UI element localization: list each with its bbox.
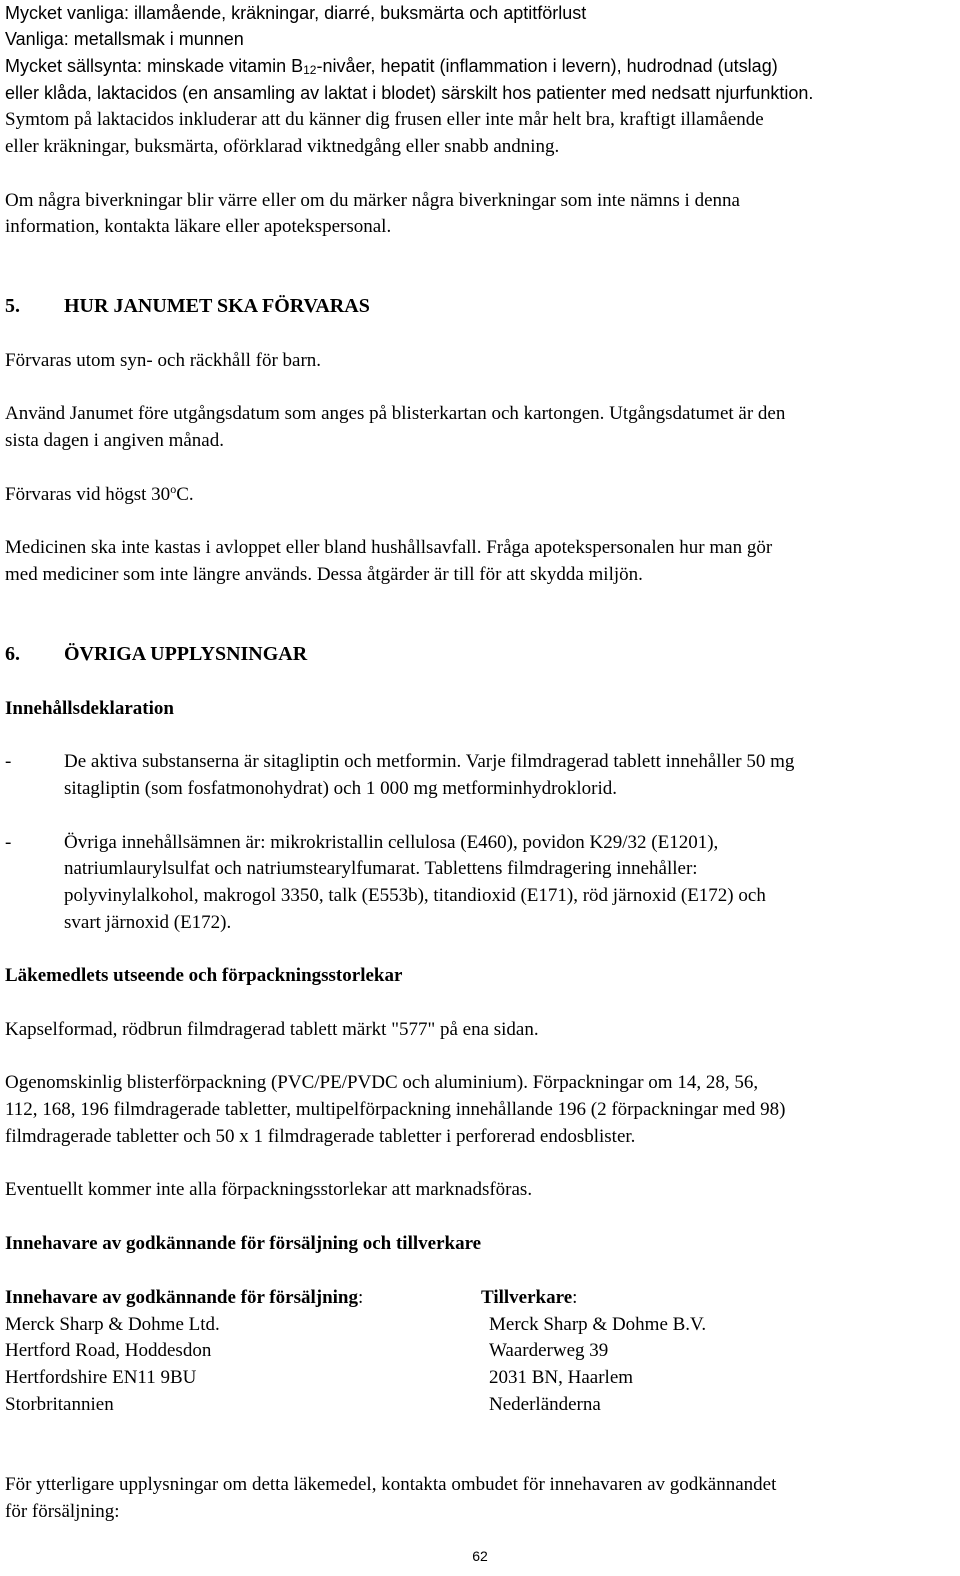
packaging-line-2: 112, 168, 196 filmdragerade tabletter, multipelförpackning innehållande 196 (2 förpackningar med 98) [5, 1099, 786, 1120]
holder-label [5, 1284, 363, 1311]
side-effects-line-1: Mycket vanliga: illamående, kräkningar, diarré, buksmärta och aptitförlust [5, 3, 587, 23]
appearance-heading: Läkemedlets utseende och förpackningsstorlekar [5, 965, 403, 986]
excipients-line-3: polyvinylalkohol, makrogol 3350, talk (E553b), titandioxid (E171), röd järnoxid (E172) och [64, 885, 766, 906]
excipients-line-4: svart järnoxid (E172). [64, 912, 232, 933]
storage-temp-unit: C. [176, 484, 194, 505]
holder-address-line: Merck Sharp & Dohme Ltd. [5, 1314, 220, 1335]
manufacturer-address-line: Waarderweg 39 [489, 1340, 609, 1361]
storage-temperature [5, 481, 194, 508]
report-line-1: Om några biverkningar blir värre eller om du märker några biverkningar som inte nämns i denna [5, 190, 740, 211]
contact-line-1: För ytterligare upplysningar om detta läkemedel, kontakta ombudet för innehavaren av godkännandet [5, 1474, 777, 1495]
section-5-title: HUR JANUMET SKA FÖRVARAS [64, 295, 370, 317]
side-effects-line-6: eller kräkningar, buksmärta, oförklarad viktnedgång eller snabb andning. [5, 136, 560, 157]
bullet-dash-1: - [5, 751, 12, 772]
disposal-line-2: med mediciner som inte längre används. Dessa åtgärder är till för att skydda miljön. [5, 564, 643, 585]
manufacturer-label-colon: : [572, 1287, 578, 1308]
excipients-line-1: Övriga innehållsämnen är: mikrokristallin cellulosa (E460), povidon K29/32 (E1201), [64, 832, 719, 853]
side-effects-line-4: eller klåda, laktacidos (en ansamling av laktat i blodet) särskilt hos patienter med nedsatt njurfunktion. [5, 83, 814, 103]
marketing-note: Eventuellt kommer inte alla förpackningsstorlekar att marknadsföras. [5, 1179, 533, 1200]
manufacturer-label [481, 1284, 577, 1311]
vitamin-b12-subscript: 12 [303, 63, 317, 77]
section-6-number: 6. [5, 643, 20, 665]
holder-label-colon: : [357, 1287, 364, 1308]
tablet-description: Kapselformad, rödbrun filmdragerad tablett märkt "577" på ena sidan. [5, 1019, 539, 1040]
holder-address-line: Hertford Road, Hoddesdon [5, 1340, 212, 1361]
side-effects-line-5: Symtom på laktacidos inkluderar att du känner dig frusen eller inte mår helt bra, kraftigt illamående [5, 109, 764, 130]
manufacturer-address-line: Merck Sharp & Dohme B.V. [489, 1314, 707, 1335]
manufacturer-label-text: Tillverkare [481, 1287, 573, 1308]
expiry-line-1: Använd Janumet före utgångsdatum som anges på blisterkartan och kartongen. Utgångsdatumet är den [5, 403, 786, 424]
degree-superscript: o [170, 482, 177, 496]
packaging-line-3: filmdragerade tabletter och 50 x 1 filmdragerade tabletter i perforerad endosblister. [5, 1126, 636, 1147]
side-effects-line-3-pre: Mycket sällsynta: minskade vitamin B [5, 56, 304, 76]
report-line-2: information, kontakta läkare eller apotekspersonal. [5, 216, 392, 237]
declaration-heading: Innehållsdeklaration [5, 698, 174, 719]
bullet-dash-2: - [5, 832, 12, 853]
expiry-line-2: sista dagen i angiven månad. [5, 430, 224, 451]
section-6-title: ÖVRIGA UPPLYSNINGAR [64, 643, 308, 665]
holder-address-line: Storbritannien [5, 1394, 114, 1415]
active-substances-line-1: De aktiva substanserna är sitagliptin och metformin. Varje filmdragerad tablett innehåller 50 mg [64, 751, 795, 772]
excipients-line-2: natriumlaurylsulfat och natriumstearylfumarat. Tablettens filmdragering innehåller: [64, 858, 698, 879]
manufacturer-address-line: Nederländerna [489, 1394, 601, 1415]
storage-temp-text: Förvaras vid högst 30 [5, 484, 171, 505]
packaging-line-1: Ogenomskinlig blisterförpackning (PVC/PE/PVDC och aluminium). Förpackningar om 14, 28, 56, [5, 1072, 759, 1093]
holder-label-text: Innehavare av godkännande för försäljning [5, 1287, 358, 1308]
section-5-number: 5. [5, 295, 20, 317]
active-substances-line-2: sitagliptin (som fosfatmonohydrat) och 1 000 mg metforminhydroklorid. [64, 778, 618, 799]
side-effects-line-3 [5, 53, 778, 80]
holder-manufacturer-heading: Innehavare av godkännande för försäljning och tillverkare [5, 1233, 482, 1254]
manufacturer-address-line: 2031 BN, Haarlem [489, 1367, 634, 1388]
side-effects-line-3-post: -nivåer, hepatit (inflammation i levern), hudrodnad (utslag) [316, 56, 778, 76]
contact-line-2: för försäljning: [5, 1501, 120, 1522]
disposal-line-1: Medicinen ska inte kastas i avloppet eller bland hushållsavfall. Fråga apotekspersonalen hur man gör [5, 537, 773, 558]
storage-child-safety: Förvaras utom syn- och räckhåll för barn. [5, 350, 322, 371]
side-effects-line-2: Vanliga: metallsmak i munnen [5, 29, 244, 49]
page-number: 62 [472, 1548, 488, 1564]
holder-address-line: Hertfordshire EN11 9BU [5, 1367, 197, 1388]
